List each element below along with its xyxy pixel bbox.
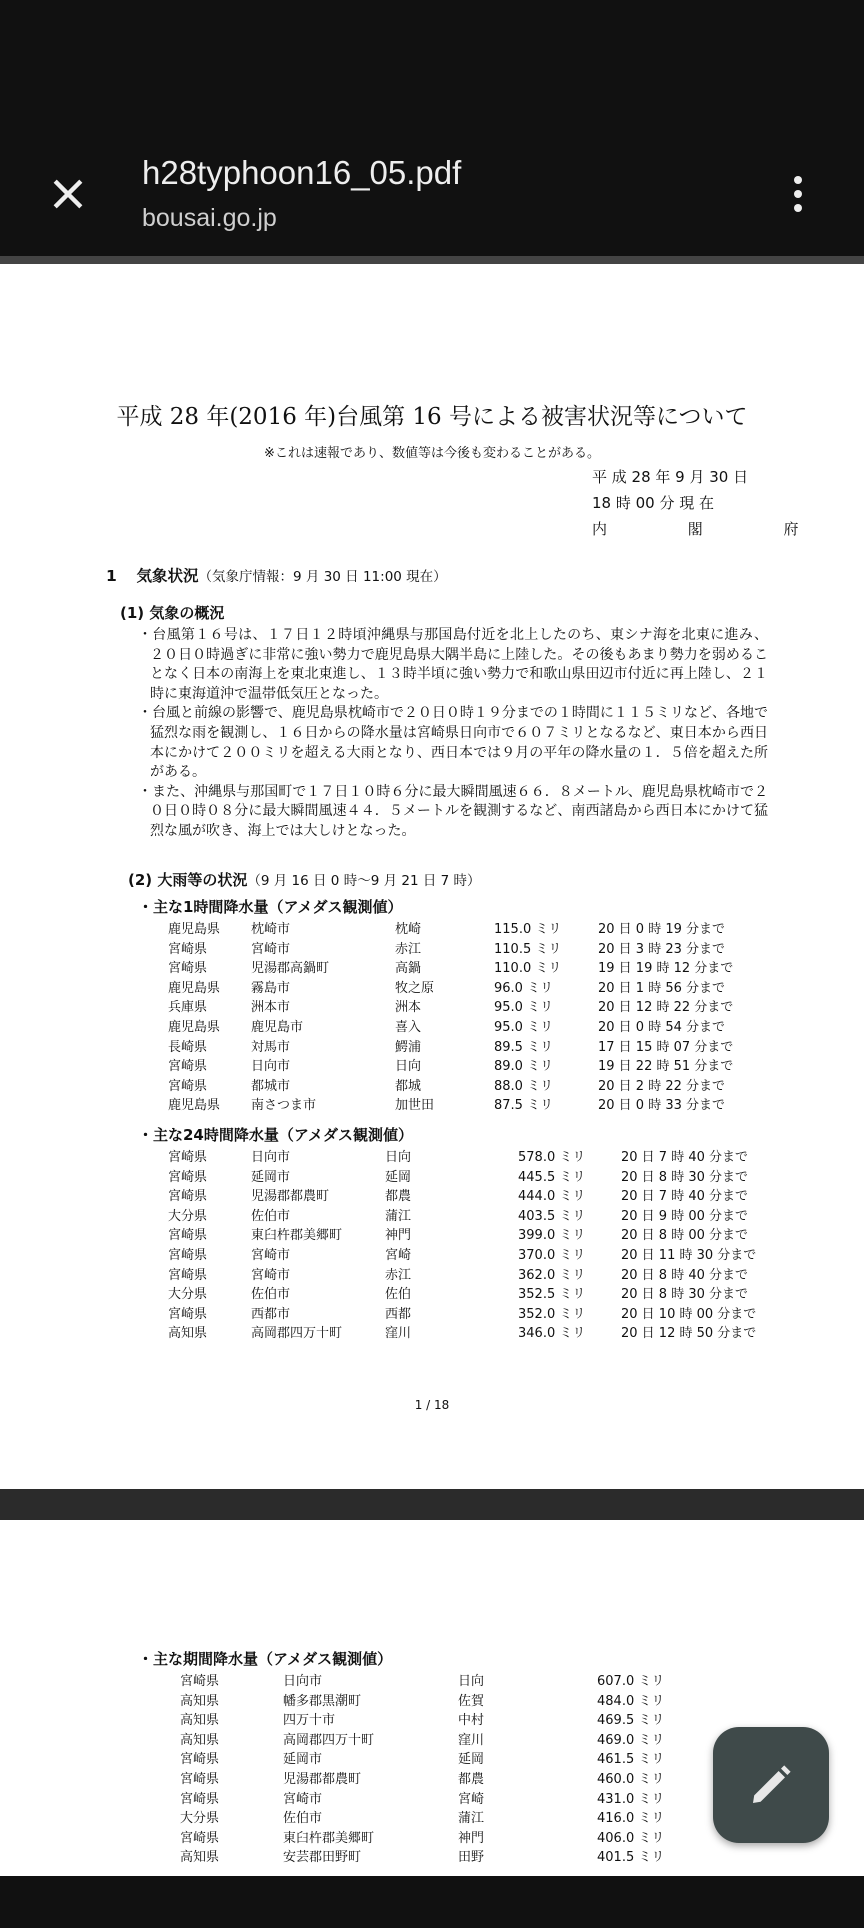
time-cell: 20 日 0 時 33 分まで [598, 1098, 726, 1114]
city-cell: 日向市 [251, 1059, 291, 1075]
document-title: 平成 28 年(2016 年)台風第 16 号による被害状況等について [116, 404, 748, 430]
time-cell: 20 日 8 時 40 分まで [621, 1267, 749, 1283]
station-cell: 都農 [458, 1772, 485, 1787]
subsection-heading-overview: (1) 気象の概況 [120, 604, 225, 622]
station-cell: 窪川 [385, 1326, 412, 1342]
close-button[interactable] [46, 172, 90, 216]
city-cell: 西都市 [251, 1306, 291, 1322]
station-cell: 鰐浦 [395, 1039, 422, 1055]
issuer-line: 内 閣 府 [592, 520, 837, 538]
station-cell: 都城 [395, 1078, 422, 1094]
close-icon [46, 172, 90, 216]
station-cell: 日向 [458, 1674, 485, 1689]
amount-cell: 87.5 ミリ [494, 1098, 554, 1114]
time-cell: 20 日 7 時 40 分まで [621, 1150, 749, 1165]
bullet-paragraph: ・台風と前線の影響で、鹿児島県枕崎市で２０日０時１９分までの１時間に１１５ミリなど、各地で猛烈な雨を観測し、１６日からの降水量は宮崎県日向市で６０７ミリとなるなど、東日本から西日本にかけて２００ミリを超える大雨となり、西日本では９月の平年の降水量の１．５倍を超えた所がある。 [138, 705, 768, 781]
station-cell: 枕崎 [395, 922, 422, 937]
station-cell: 牧之原 [395, 980, 435, 996]
city-cell: 高岡郡四万十町 [251, 1326, 343, 1342]
page-number: 1 / 18 [414, 1398, 450, 1412]
amount-cell: 110.5 ミリ [494, 941, 562, 957]
amount-cell: 352.5 ミリ [518, 1287, 586, 1303]
date-block [592, 464, 837, 542]
time-cell: 19 日 19 時 12 分まで [598, 961, 734, 977]
city-cell: 霧島市 [251, 980, 291, 996]
amount-cell: 444.0 ミリ [518, 1189, 586, 1205]
prefecture-cell: 宮崎県 [180, 1752, 220, 1768]
city-cell: 延岡市 [283, 1752, 323, 1768]
station-cell: 洲本 [395, 1000, 422, 1016]
prefecture-cell: 大分県 [180, 1811, 220, 1827]
file-name: h28typhoon16_05.pdf [142, 154, 462, 191]
time-cell: 20 日 9 時 00 分まで [621, 1208, 749, 1224]
time-cell: 20 日 10 時 00 分まで [621, 1306, 757, 1322]
amount-cell: 89.5 ミリ [494, 1039, 554, 1055]
section-number: 1 [106, 567, 117, 585]
prefecture-cell: 宮崎県 [168, 1150, 208, 1165]
time-cell: 20 日 8 時 30 分まで [621, 1169, 749, 1185]
amount-cell: 607.0 ミリ [597, 1674, 665, 1689]
station-cell: 高鍋 [395, 961, 422, 977]
amount-cell: 461.5 ミリ [597, 1752, 665, 1768]
city-cell: 日向市 [283, 1674, 323, 1689]
station-cell: 日向 [385, 1150, 412, 1165]
prefecture-cell: 宮崎県 [168, 1078, 208, 1094]
city-cell: 佐伯市 [251, 1287, 291, 1303]
station-cell: 佐賀 [458, 1693, 485, 1709]
prefecture-cell: 宮崎県 [168, 941, 208, 957]
overview-bullets [138, 626, 768, 842]
time-cell: 20 日 3 時 23 分まで [598, 941, 726, 957]
bullet-paragraph: ・台風第１６号は、１７日１２時頃沖縄県与那国島付近を北上したのち、東シナ海を北東に進み、２０日０時過ぎに非常に強い勢力で鹿児島県大隅半島に上陸した。その後もあまり勢力を弱めることなく日本の南海上を東北東進し、１３時半頃に強い勢力で和歌山県田辺市付近に再上陸し、２１時に東海道沖で温帯低気圧となった。 [138, 627, 768, 702]
city-cell: 宮崎市 [283, 1791, 323, 1807]
amount-cell: 445.5 ミリ [518, 1169, 586, 1185]
time-cell: 20 日 1 時 56 分まで [598, 980, 726, 996]
station-cell: 延岡 [385, 1169, 412, 1185]
prefecture-cell: 鹿児島県 [168, 1020, 221, 1035]
prefecture-cell: 宮崎県 [180, 1674, 220, 1689]
table-heading-1h: ・主な1時間降水量（アメダス観測値） [138, 898, 403, 916]
subsection-heading-rain [128, 869, 481, 890]
time-cell: 20 日 12 時 50 分まで [621, 1326, 757, 1342]
city-cell: 洲本市 [251, 1000, 291, 1016]
amount-cell: 578.0 ミリ [518, 1150, 586, 1165]
station-cell: 宮崎 [458, 1791, 485, 1807]
time-cell: 20 日 2 時 22 分まで [598, 1078, 726, 1094]
city-cell: 安芸郡田野町 [283, 1850, 362, 1866]
prefecture-cell: 宮崎県 [168, 1189, 208, 1205]
prefecture-cell: 鹿児島県 [168, 922, 221, 937]
prefecture-cell: 高知県 [180, 1713, 220, 1729]
time-cell: 20 日 0 時 19 分まで [598, 922, 726, 937]
scroll-progress-bar [0, 256, 864, 264]
amount-cell: 88.0 ミリ [494, 1078, 554, 1094]
prefecture-cell: 宮崎県 [168, 1267, 208, 1283]
amount-cell: 89.0 ミリ [494, 1059, 554, 1075]
station-cell: 蒲江 [385, 1208, 412, 1224]
city-cell: 児湯郡都農町 [283, 1772, 362, 1787]
section-heading [106, 564, 447, 586]
station-cell: 神門 [385, 1228, 412, 1244]
city-cell: 東臼杵郡美郷町 [283, 1830, 375, 1846]
amount-cell: 95.0 ミリ [494, 1000, 554, 1016]
prefecture-cell: 鹿児島県 [168, 980, 221, 996]
prefecture-cell: 長崎県 [168, 1039, 208, 1055]
city-cell: 宮崎市 [251, 941, 291, 957]
prefecture-cell: 宮崎県 [168, 961, 208, 977]
amount-cell: 484.0 ミリ [597, 1693, 665, 1709]
city-cell: 児湯郡都農町 [251, 1189, 330, 1205]
city-cell: 都城市 [251, 1078, 291, 1094]
date-line: 平 成 28 年 9 月 30 日 [592, 468, 749, 486]
amount-cell: 401.5 ミリ [597, 1850, 665, 1866]
section-source: （気象庁情報：9 月 30 日 11:00 現在） [198, 569, 447, 585]
amount-cell: 406.0 ミリ [597, 1830, 665, 1846]
prefecture-cell: 大分県 [168, 1208, 208, 1224]
amount-cell: 352.0 ミリ [518, 1306, 586, 1322]
amount-cell: 469.0 ミリ [597, 1732, 665, 1748]
edit-fab-button[interactable] [713, 1727, 829, 1843]
station-cell: 田野 [458, 1850, 485, 1866]
station-cell: 神門 [458, 1830, 485, 1846]
amount-cell: 95.0 ミリ [494, 1020, 554, 1035]
prefecture-cell: 兵庫県 [168, 1000, 208, 1016]
prefecture-cell: 高知県 [180, 1693, 220, 1709]
city-cell: 対馬市 [251, 1039, 291, 1055]
prefecture-cell: 高知県 [168, 1326, 208, 1342]
disclaimer-note: ※これは速報であり、数値等は今後も変わることがある。 [264, 446, 600, 461]
amount-cell: 362.0 ミリ [518, 1267, 586, 1283]
more-vert-icon [780, 176, 816, 212]
prefecture-cell: 大分県 [168, 1287, 208, 1303]
time-line: 18 時 00 分 現 在 [592, 494, 715, 512]
time-cell: 19 日 22 時 51 分まで [598, 1059, 734, 1075]
city-cell: 児湯郡高鍋町 [251, 961, 330, 977]
station-cell: 加世田 [395, 1098, 435, 1114]
amount-cell: 399.0 ミリ [518, 1228, 586, 1244]
city-cell: 枕崎市 [251, 922, 291, 937]
table-heading-24h: ・主な24時間降水量（アメダス観測値） [138, 1126, 413, 1144]
prefecture-cell: 宮崎県 [180, 1830, 220, 1846]
time-cell: 20 日 11 時 30 分まで [621, 1248, 757, 1263]
pdf-page-1[interactable] [0, 264, 864, 1489]
time-cell: 20 日 8 時 00 分まで [621, 1228, 749, 1244]
time-cell: 20 日 0 時 54 分まで [598, 1020, 726, 1035]
amount-cell: 431.0 ミリ [597, 1791, 665, 1807]
source-domain: bousai.go.jp [142, 204, 277, 232]
bullet-paragraph: ・また、沖縄県与那国町で１７日１０時６分に最大瞬間風速６６．８メートル、鹿児島県枕崎市で２０日０時０８分に最大瞬間風速４４．５メートルを観測するなど、南西諸島から西日本にかけて猛烈な風が吹き、海上では大しけとなった。 [138, 783, 768, 839]
prefecture-cell: 鹿児島県 [168, 1098, 221, 1114]
station-cell: 都農 [385, 1189, 412, 1205]
city-cell: 佐伯市 [283, 1811, 323, 1827]
bottom-bar [0, 1876, 864, 1928]
station-cell: 中村 [458, 1713, 485, 1729]
city-cell: 佐伯市 [251, 1208, 291, 1224]
time-cell: 17 日 15 時 07 分まで [598, 1039, 734, 1055]
time-cell: 20 日 8 時 30 分まで [621, 1287, 749, 1303]
subsection-period: （9 月 16 日 0 時～9 月 21 日 7 時） [247, 873, 481, 889]
city-cell: 南さつま市 [251, 1098, 317, 1114]
station-cell: 窪川 [458, 1732, 485, 1748]
station-cell: 佐伯 [385, 1287, 412, 1303]
station-cell: 宮崎 [385, 1248, 412, 1263]
station-cell: 延岡 [458, 1752, 485, 1768]
amount-cell: 469.5 ミリ [597, 1713, 665, 1729]
time-cell: 20 日 12 時 22 分まで [598, 1000, 734, 1016]
city-cell: 四万十市 [283, 1713, 336, 1729]
amount-cell: 110.0 ミリ [494, 961, 562, 977]
table-heading-period: ・主な期間降水量（アメダス観測値） [138, 1650, 393, 1668]
city-cell: 日向市 [251, 1150, 291, 1165]
station-cell: 日向 [395, 1059, 422, 1075]
prefecture-cell: 宮崎県 [168, 1306, 208, 1322]
amount-cell: 403.5 ミリ [518, 1208, 586, 1224]
prefecture-cell: 宮崎県 [180, 1791, 220, 1807]
prefecture-cell: 宮崎県 [180, 1772, 220, 1787]
city-cell: 幡多郡黒潮町 [283, 1693, 362, 1709]
prefecture-cell: 宮崎県 [168, 1059, 208, 1075]
amount-cell: 460.0 ミリ [597, 1772, 665, 1787]
prefecture-cell: 宮崎県 [168, 1248, 208, 1263]
station-cell: 喜入 [395, 1020, 422, 1035]
city-cell: 高岡郡四万十町 [283, 1732, 375, 1748]
subsection-title: (2) 大雨等の状況 [128, 871, 248, 889]
amount-cell: 96.0 ミリ [494, 980, 554, 996]
top-app-bar [0, 0, 864, 256]
city-cell: 鹿児島市 [251, 1020, 304, 1035]
section-title: 気象状況 [136, 567, 199, 585]
pencil-icon [747, 1761, 795, 1809]
amount-cell: 416.0 ミリ [597, 1811, 665, 1827]
city-cell: 延岡市 [251, 1169, 291, 1185]
city-cell: 宮崎市 [251, 1267, 291, 1283]
prefecture-cell: 高知県 [180, 1850, 220, 1866]
city-cell: 宮崎市 [251, 1248, 291, 1263]
time-cell: 20 日 7 時 40 分まで [621, 1189, 749, 1205]
prefecture-cell: 高知県 [180, 1732, 220, 1748]
amount-cell: 346.0 ミリ [518, 1326, 586, 1342]
station-cell: 蒲江 [458, 1811, 485, 1827]
prefecture-cell: 宮崎県 [168, 1228, 208, 1244]
amount-cell: 115.0 ミリ [494, 922, 562, 937]
more-options-button[interactable] [780, 172, 816, 220]
station-cell: 赤江 [385, 1267, 412, 1283]
prefecture-cell: 宮崎県 [168, 1169, 208, 1185]
amount-cell: 370.0 ミリ [518, 1248, 586, 1263]
station-cell: 西都 [385, 1306, 412, 1322]
station-cell: 赤江 [395, 941, 422, 957]
city-cell: 東臼杵郡美郷町 [251, 1228, 343, 1244]
